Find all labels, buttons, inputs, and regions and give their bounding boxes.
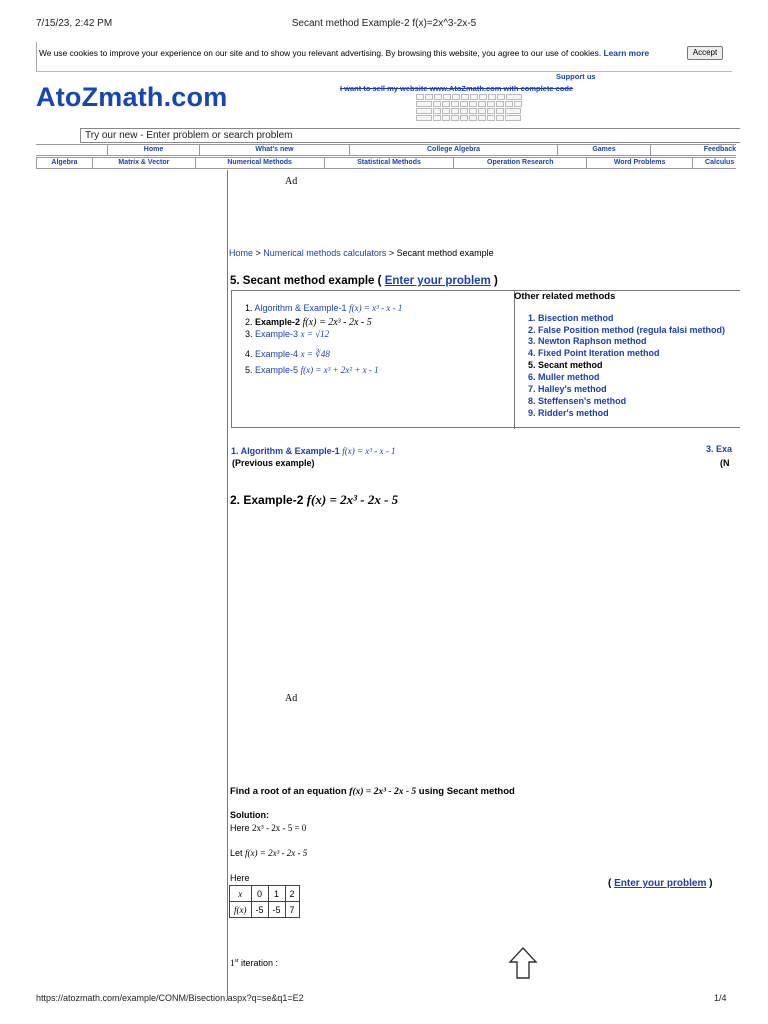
table-cell: -5 [268,902,285,918]
up-arrow-icon[interactable] [508,946,538,980]
nav-feedback[interactable]: Feedback [703,146,736,153]
solution-eq-1: Here 2x³ - 2x - 5 = 0 [230,823,307,833]
prev-example-label: (Previous example) [232,458,315,468]
solution-here: Here [230,873,250,883]
table-cell: 1 [268,886,285,902]
nav-word-problems[interactable]: Word Problems [587,158,693,168]
nav-home[interactable]: Home [108,145,200,155]
related-heading: Other related methods [514,291,616,302]
virtual-keyboard-icon[interactable] [416,94,522,126]
sell-notice[interactable]: I want to sell my website www.AtoZmath.com with complete code [340,84,574,93]
table-cell: 0 [251,886,268,902]
accept-cookies-button[interactable]: Accept [687,46,723,60]
related-item[interactable]: 2. False Position method (regula falsi method) [528,325,726,335]
item-num: 3. [245,329,253,339]
breadcrumb [229,248,494,258]
solution-let: Let f(x) = 2x³ - 2x - 5 [230,848,308,858]
example-link[interactable]: Example-4 [255,349,299,359]
nav-spacer [36,145,108,155]
item-num: 2. [245,317,253,327]
prev-example-link[interactable]: 1. Algorithm & Example-1 f(x) = x³ - x - 1 [231,446,396,456]
x-header: x [230,886,252,902]
print-footer-page: 1/4 [714,993,727,1003]
breadcrumb-sep: > [386,248,397,258]
related-item[interactable]: 7. Halley's method [528,384,607,394]
breadcrumb-sep: > [253,248,264,258]
related-item[interactable]: 4. Fixed Point Iteration method [528,348,660,358]
nav-matrix-vector[interactable]: Matrix & Vector [93,158,196,168]
example-formula: x = √12 [300,329,330,339]
table-cell: -5 [251,902,268,918]
table-row [230,902,300,918]
enter-problem-right: ( Enter your problem ) [608,878,713,889]
problem-statement: Find a root of an equation f(x) = 2x³ - 2x - 5 using Secant method [230,786,515,797]
example-item-4[interactable] [245,349,330,360]
example-item-1[interactable] [245,303,402,314]
example-formula: f(x) = 2x³ - 2x - 5 [302,317,372,328]
example-item-5[interactable] [245,365,379,376]
examples-table [231,290,740,428]
example-link[interactable]: Example-5 [255,365,299,375]
site-logo[interactable]: AtoZmath.com [36,82,228,112]
related-item-current: 5. Secant method [528,360,603,370]
example-item-2 [245,317,372,328]
values-table [229,885,300,918]
example-link[interactable]: Algorithm & Example-1 [254,303,347,313]
page-title [230,275,498,287]
table-divider [514,291,515,429]
nav-calculus[interactable]: Calculus [705,159,735,166]
example-current: Example-2 [255,317,301,327]
item-num: 4. [245,349,253,359]
item-num: 1. [245,303,253,313]
print-datetime: 7/15/23, 2:42 PM [36,18,113,29]
related-item[interactable]: 8. Steffensen's method [528,396,627,406]
cookie-text: We use cookies to improve your experience on our site and to show you relevant advertising. By browsing this website, you agree to our use of cookies. [39,48,602,58]
paren: ) [493,275,498,287]
table-cell: 2 [285,886,299,902]
nav-games[interactable]: Games [558,145,651,155]
table-row [230,886,300,902]
paren: ( [377,275,382,287]
next-example-link[interactable]: 3. Exa [706,444,733,454]
search-input[interactable]: Try our new - Enter problem or search problem [80,128,740,143]
ad-label-mid: Ad [285,693,298,704]
nav-numerical-methods[interactable]: Numerical Methods [196,158,325,168]
related-item[interactable]: 6. Muller method [528,372,600,382]
section-title: 5. Secant method example [230,275,375,287]
table-cell: 7 [285,902,299,918]
iteration-label: 1st iteration : [230,958,279,968]
example-link[interactable]: Example-3 [255,329,299,339]
left-column-divider [227,170,228,1000]
top-nav [36,144,736,156]
example-item-3[interactable] [245,329,329,340]
item-num: 5. [245,365,253,375]
sub-nav [36,157,736,169]
next-example-label: (N [720,458,730,468]
related-item[interactable]: 3. Newton Raphson method [528,336,647,346]
print-title: Secant method Example-2 f(x)=2x^3-2x-5 [291,18,477,29]
example-formula: x = ∛48 [300,349,330,359]
breadcrumb-current: Secant method example [396,248,494,258]
related-item[interactable]: 9. Ridder's method [528,408,609,418]
support-link[interactable]: Support us [556,72,596,81]
cookie-bar [36,42,732,72]
solution-heading: Solution: [230,810,269,820]
nav-whats-new[interactable]: What's new [200,145,350,155]
example-heading: 2. Example-2 f(x) = 2x³ - 2x - 5 [230,492,399,507]
example-formula: f(x) = x³ - x - 1 [349,303,403,313]
nav-operation-research[interactable]: Operation Research [454,158,587,168]
ad-label-top: Ad [285,176,298,187]
nav-college-algebra[interactable]: College Algebra [350,145,558,155]
print-footer-url: https://atozmath.com/example/CONM/Bisection.aspx?q=se&q1=E2 [36,993,304,1003]
learn-more-link[interactable]: Learn more [603,48,650,58]
enter-problem-link[interactable]: Enter your problem [384,275,491,287]
nav-algebra[interactable]: Algebra [37,158,93,168]
nav-statistical-methods[interactable]: Statistical Methods [325,158,455,168]
related-item[interactable]: 1. Bisection method [528,313,614,323]
breadcrumb-home[interactable]: Home [229,248,254,258]
breadcrumb-numerical[interactable]: Numerical methods calculators [263,248,387,258]
example-formula: f(x) = x³ + 2x² + x - 1 [300,365,379,375]
enter-problem-link[interactable]: Enter your problem [614,878,707,889]
fx-header: f(x) [230,902,252,918]
